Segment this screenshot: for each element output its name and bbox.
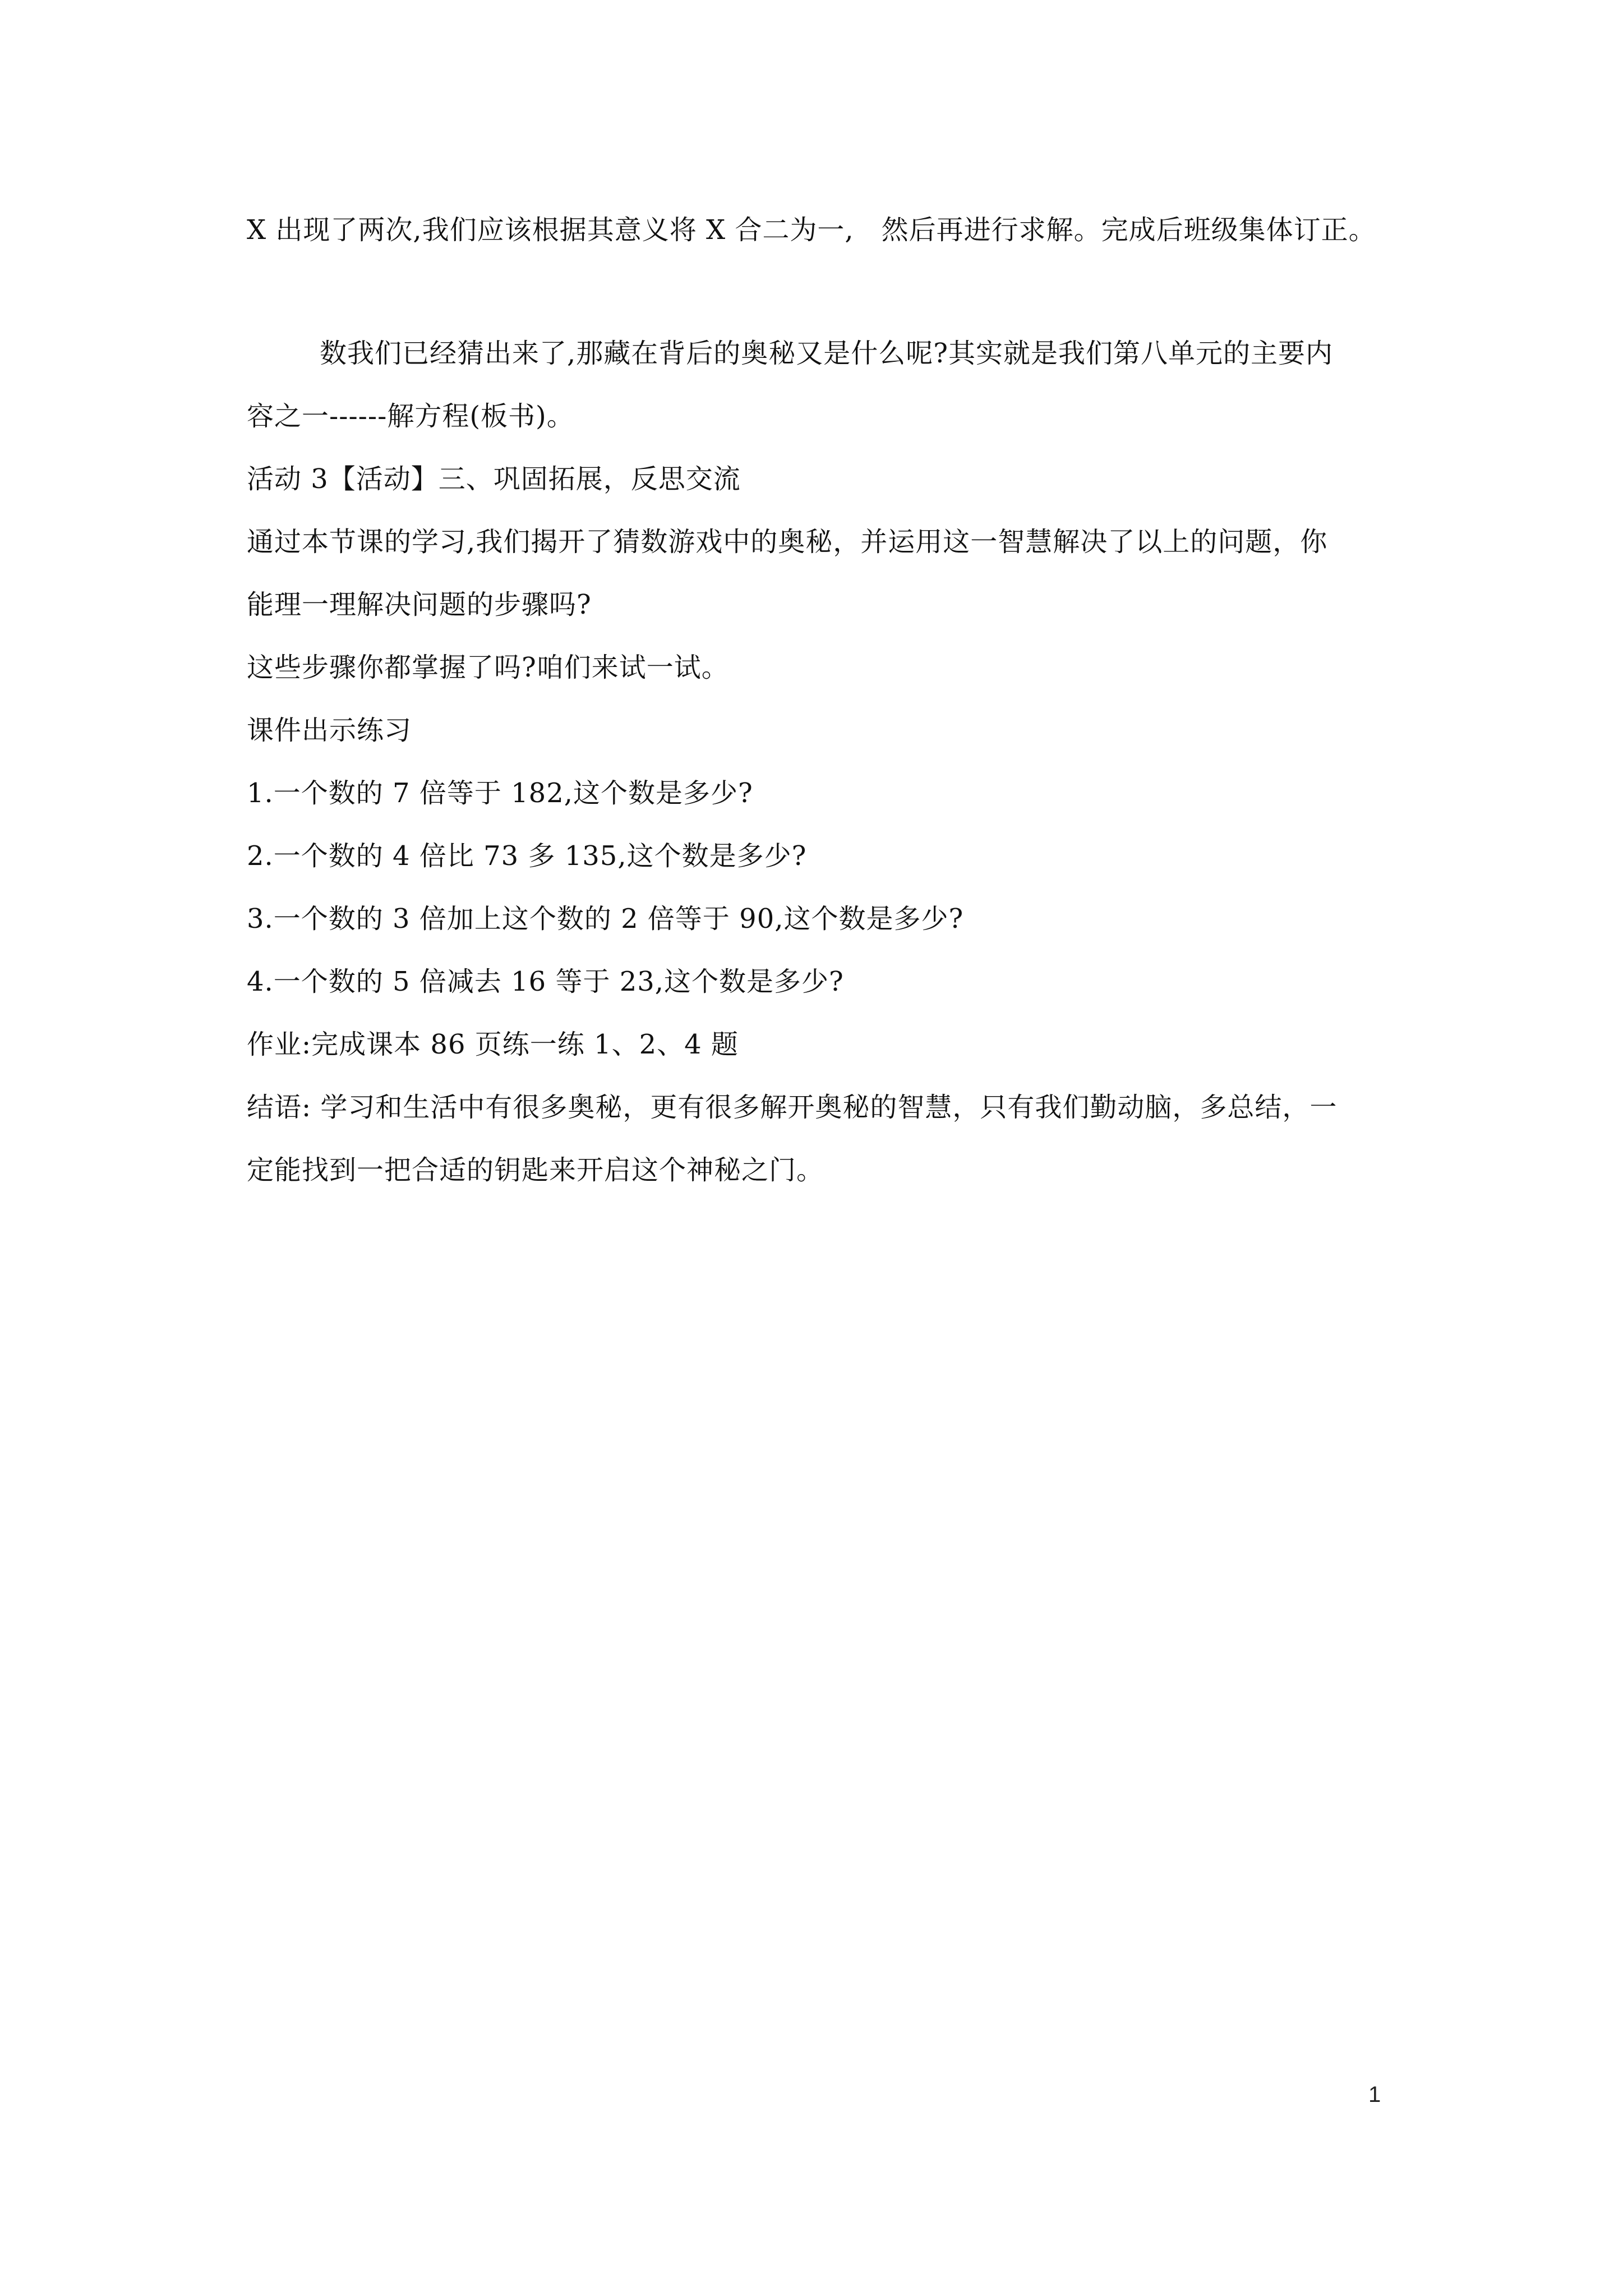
- exercise-item-3: 3.一个数的 3 倍加上这个数的 2 倍等于 90,这个数是多少?: [247, 903, 964, 935]
- paragraph-solving-note: X 出现了两次,我们应该根据其意义将 X 合二为一, 然后再进行求解。完成后班级集体订正。: [247, 214, 1376, 246]
- paragraph-summary-line-2: 能理一理解决问题的步骤吗?: [247, 589, 592, 620]
- paragraph-try-it: 这些步骤你都掌握了吗?咱们来试一试。: [247, 652, 729, 683]
- conclusion-line-2: 定能找到一把合适的钥匙来开启这个神秘之门。: [247, 1154, 824, 1186]
- paragraph-secret-line-2: 容之一------解方程(板书)。: [247, 401, 574, 432]
- exercise-item-4: 4.一个数的 5 倍减去 16 等于 23,这个数是多少?: [247, 966, 844, 997]
- exercise-heading: 课件出示练习: [247, 715, 412, 746]
- homework-line: 作业:完成课本 86 页练一练 1、2、4 题: [247, 1029, 739, 1060]
- paragraph-summary-line-1: 通过本节课的学习,我们揭开了猜数游戏中的奥秘，并运用这一智慧解决了以上的问题，你: [247, 526, 1328, 558]
- activity-heading: 活动 3【活动】三、巩固拓展，反思交流: [247, 463, 741, 495]
- paragraph-secret-line-1: 数我们已经猜出来了,那藏在背后的奥秘又是什么呢?其实就是我们第八单元的主要内: [320, 338, 1333, 369]
- exercise-item-1: 1.一个数的 7 倍等于 182,这个数是多少?: [247, 777, 753, 809]
- page-number: 1: [1368, 2082, 1381, 2107]
- exercise-item-2: 2.一个数的 4 倍比 73 多 135,这个数是多少?: [247, 840, 807, 872]
- conclusion-line-1: 结语: 学习和生活中有很多奥秘，更有很多解开奥秘的智慧，只有我们勤动脑，多总结，一: [247, 1092, 1338, 1123]
